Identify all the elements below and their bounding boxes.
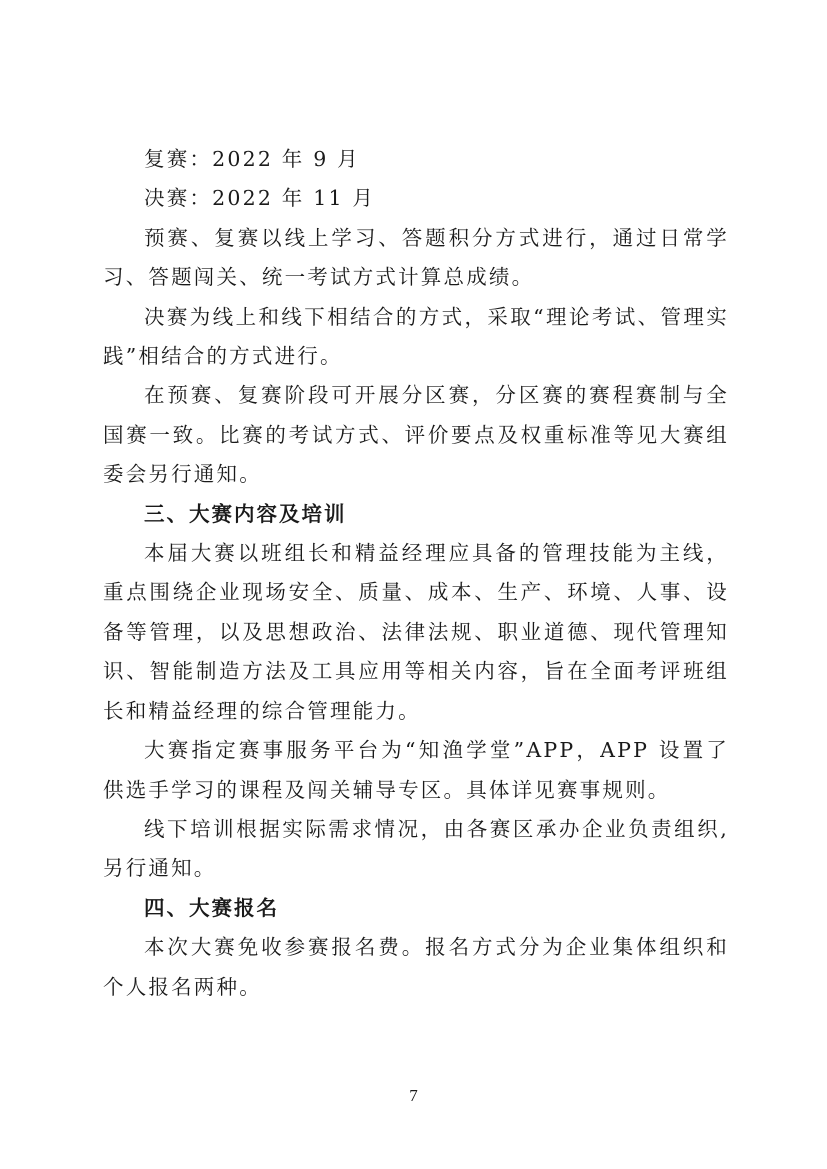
paragraph-contest-content: 本届大赛以班组长和精益经理应具备的管理技能为主线，重点围绕企业现场安全、质量、成本、生产、环境、人事、设备等管理，以及思想政治、法律法规、职业道德、现代管理知识、智能制造方法及工具应用等相关内容，旨在全面考评班组长和精益经理的综合管理能力。 [103,541,729,723]
paragraph-regional-contest: 在预赛、复赛阶段可开展分区赛，分区赛的赛程赛制与全国赛一致。比赛的考试方式、评价要点及权重标准等见大赛组委会另行通知。 [103,383,729,487]
paragraph-preliminary-format: 预赛、复赛以线上学习、答题积分方式进行，通过日常学习、答题闯关、统一考试方式计算总成绩。 [103,225,729,290]
paragraph-final-format: 决赛为线上和线下相结合的方式，采取“理论考试、管理实践”相结合的方式进行。 [103,304,729,369]
final-date: 决赛：2022 年 11 月 [144,186,376,211]
paragraph-registration-fee: 本次大赛免收参赛报名费。报名方式分为企业集体组织和个人报名两种。 [103,935,729,999]
document-body [103,140,729,1007]
page-number: 7 [409,1086,418,1105]
section-heading-content-training: 三、大赛内容及培训 [144,501,347,526]
section-heading-registration: 四、大赛报名 [144,895,279,920]
paragraph-service-platform: 大赛指定赛事服务平台为“知渔学堂”APP，APP 设置了供选手学习的课程及闯关辅导专区。具体详见赛事规则。 [103,738,729,802]
semifinal-date: 复赛：2022 年 9 月 [144,147,360,171]
paragraph-offline-training: 线下培训根据实际需求情况，由各赛区承办企业负责组织,另行通知。 [103,816,729,881]
